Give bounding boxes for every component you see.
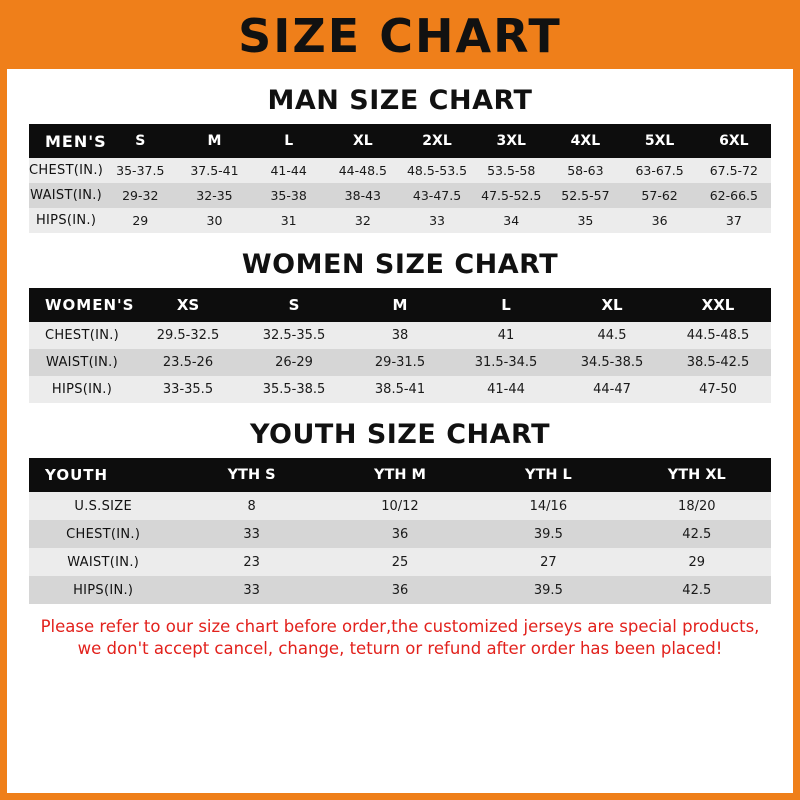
women-size-table [29,288,771,403]
page-title: SIZE CHART [238,9,562,63]
table-cell: 67.5-72 [697,158,771,183]
table-row [29,349,771,376]
men-col-s: S [103,124,177,158]
table-cell: 38.5-42.5 [665,349,771,376]
table-cell: 44-48.5 [326,158,400,183]
youth-row-ussize-label: U.S.SIZE [29,492,177,520]
men-col-xl: XL [326,124,400,158]
men-col-2xl: 2XL [400,124,474,158]
table-cell: 29 [103,208,177,233]
youth-col-m: YTH M [326,458,474,492]
men-section-title: MAN SIZE CHART [267,85,533,116]
table-cell: 35.5-38.5 [241,376,347,403]
youth-row-waist-label: WAIST(IN.) [29,548,177,576]
table-cell: 33 [177,520,325,548]
table-cell: 44.5-48.5 [665,322,771,349]
table-cell: 29-32 [103,183,177,208]
youth-corner-label: YOUTH [29,458,177,492]
footer-note-line-2: we don't accept cancel, change, teturn or refund after order has been placed! [77,639,723,659]
table-cell: 37 [697,208,771,233]
table-cell: 43-47.5 [400,183,474,208]
table-cell: 31 [252,208,326,233]
table-cell: 23.5-26 [135,349,241,376]
table-cell: 44-47 [559,376,665,403]
youth-row-chest-label: CHEST(IN.) [29,520,177,548]
women-col-xs: XS [135,288,241,322]
youth-col-xl: YTH XL [623,458,771,492]
table-row [29,208,771,233]
women-row-hips-label: HIPS(IN.) [29,376,135,403]
footer-note-line-1: Please refer to our size chart before order,the customized jerseys are special products, [40,617,760,636]
table-cell: 47.5-52.5 [474,183,548,208]
women-col-l: L [453,288,559,322]
table-cell: 33 [177,576,325,604]
table-row [29,322,771,349]
table-cell: 10/12 [326,492,474,520]
table-row [29,576,771,604]
table-cell: 38 [347,322,453,349]
men-table-header [29,124,771,158]
table-header-row [29,288,771,322]
men-col-l: L [252,124,326,158]
table-cell: 39.5 [474,520,622,548]
table-cell: 37.5-41 [177,158,251,183]
table-row [29,158,771,183]
table-cell: 48.5-53.5 [400,158,474,183]
youth-table-body [29,492,771,604]
table-cell: 34 [474,208,548,233]
table-cell: 44.5 [559,322,665,349]
women-col-m: M [347,288,453,322]
table-cell: 31.5-34.5 [453,349,559,376]
chart-content [7,69,793,793]
youth-col-s: YTH S [177,458,325,492]
table-row [29,376,771,403]
footer-note [29,604,771,665]
table-cell: 25 [326,548,474,576]
table-cell: 41 [453,322,559,349]
table-cell: 42.5 [623,520,771,548]
women-table-header [29,288,771,322]
youth-size-table [29,458,771,604]
youth-row-hips-label: HIPS(IN.) [29,576,177,604]
women-section-title: WOMEN SIZE CHART [241,249,559,280]
table-cell: 57-62 [623,183,697,208]
table-cell: 39.5 [474,576,622,604]
table-cell: 33 [400,208,474,233]
table-cell: 38-43 [326,183,400,208]
table-cell: 35-38 [252,183,326,208]
table-cell: 29.5-32.5 [135,322,241,349]
women-row-waist-label: WAIST(IN.) [29,349,135,376]
women-corner-label: WOMEN'S [29,288,135,322]
table-cell: 53.5-58 [474,158,548,183]
table-header-row [29,458,771,492]
table-cell: 33-35.5 [135,376,241,403]
youth-table-header [29,458,771,492]
women-col-s: S [241,288,347,322]
table-row [29,183,771,208]
table-cell: 36 [623,208,697,233]
men-corner-label: MEN'S [29,124,103,158]
table-cell: 36 [326,520,474,548]
table-cell: 63-67.5 [623,158,697,183]
table-cell: 62-66.5 [697,183,771,208]
table-cell: 38.5-41 [347,376,453,403]
table-cell: 18/20 [623,492,771,520]
table-cell: 47-50 [665,376,771,403]
table-cell: 35-37.5 [103,158,177,183]
men-size-table [29,124,771,233]
men-col-4xl: 4XL [548,124,622,158]
men-col-5xl: 5XL [623,124,697,158]
table-cell: 29 [623,548,771,576]
table-cell: 32-35 [177,183,251,208]
table-cell: 14/16 [474,492,622,520]
header-banner [7,7,793,69]
men-col-6xl: 6XL [697,124,771,158]
table-cell: 42.5 [623,576,771,604]
table-cell: 41-44 [252,158,326,183]
table-cell: 8 [177,492,325,520]
table-cell: 35 [548,208,622,233]
table-cell: 29-31.5 [347,349,453,376]
women-col-xxl: XXL [665,288,771,322]
youth-section-title: YOUTH SIZE CHART [249,419,551,450]
men-row-waist-label: WAIST(IN.) [29,183,103,208]
table-row [29,548,771,576]
men-table-body [29,158,771,233]
women-col-xl: XL [559,288,665,322]
men-col-3xl: 3XL [474,124,548,158]
table-cell: 27 [474,548,622,576]
table-cell: 58-63 [548,158,622,183]
table-cell: 23 [177,548,325,576]
table-row [29,492,771,520]
youth-col-l: YTH L [474,458,622,492]
table-row [29,520,771,548]
table-cell: 41-44 [453,376,559,403]
table-cell: 32.5-35.5 [241,322,347,349]
table-cell: 30 [177,208,251,233]
table-cell: 34.5-38.5 [559,349,665,376]
table-cell: 36 [326,576,474,604]
men-col-m: M [177,124,251,158]
table-header-row [29,124,771,158]
women-row-chest-label: CHEST(IN.) [29,322,135,349]
table-cell: 52.5-57 [548,183,622,208]
table-cell: 32 [326,208,400,233]
table-cell: 26-29 [241,349,347,376]
men-row-hips-label: HIPS(IN.) [29,208,103,233]
women-table-body [29,322,771,403]
men-row-chest-label: CHEST(IN.) [29,158,103,183]
